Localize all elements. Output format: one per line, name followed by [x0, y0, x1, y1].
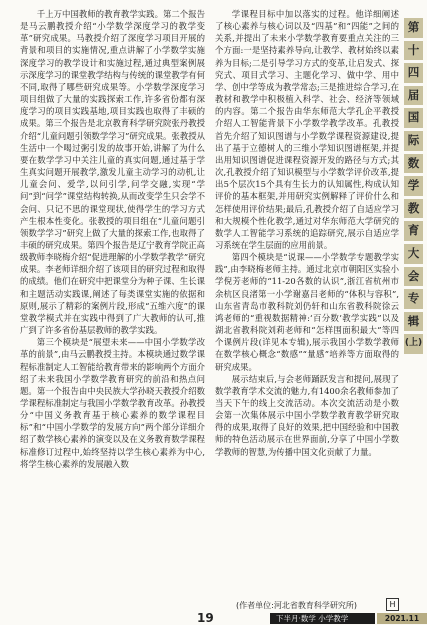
side-banner-char: 学 — [404, 176, 423, 196]
side-banner-char: (上) — [404, 334, 423, 354]
side-banner-char: 专 — [404, 289, 423, 309]
paragraph: 第四个模块是“说课——小学数学专题教学实践”,由李晓梅老师主持。通过北京市朝阳区实验小学倪芳老师的“11-20各数的认识”,浙江省杭州市余杭区良渚第一小学谢嘉吕老师的“体积与容积”,山东省青岛市教科院刘仍轩和山东省教科院徐云鸿老师的“重视数据精神:‘百分数’教学实践”以及湖北省教科院刘莉老师和“怎样围面积最大”等四个课例片段(详见本专辑),展示我国小学数学教师在数学核心概念“数感”“量感”培养等方面取得的研究成果。 — [215, 252, 399, 372]
side-banner-char: 国 — [404, 108, 423, 128]
side-banner-char: 第 — [404, 18, 423, 38]
page-footer — [0, 612, 427, 625]
side-banner-char: 数 — [404, 154, 423, 174]
paragraph: 展示结束后,与会老师踊跃发言和提问,展现了数学教育学术交流的魅力,有1400余名教师参加了当天下午的线上交流活动。本次交流活动是小数会第一次集体展示中国小学数学教育教学研究取得的成果,取得了良好的效果,把中国经验和中国教师的特色活动展示在世界面前,分享了中国小学数学教师的智慧,为传播中国文化贡献了力量。 — [215, 373, 399, 457]
side-banner — [404, 18, 423, 354]
page-number: 19 — [197, 611, 214, 625]
side-banner-char: 教 — [404, 199, 423, 219]
side-banner-char: 际 — [404, 131, 423, 151]
issue-date: 2021.11 — [377, 613, 427, 624]
right-text-column — [215, 8, 399, 458]
side-banner-char: 四 — [404, 63, 423, 83]
author-affiliation: (作者单位:河北省教育科学研究所) — [236, 601, 357, 610]
journal-name: 下半月·数学 小学教学 — [270, 613, 375, 624]
side-banner-char: 大 — [404, 244, 423, 264]
left-text-column — [20, 8, 205, 470]
side-banner-char: 届 — [404, 86, 423, 106]
side-banner-char: 会 — [404, 267, 423, 287]
paragraph: 学课程目标中加以落实的过程。他详细阐述了核心素养与核心词以及“四基”和“四能”之间的关系,并提出了未来小学数学教育要重点关注的三个方面:一是坚持素养导向,让教学、教材始终以素养为目标;二是引导学习方式的变革,让启发式、探究式、项目式学习、主题化学习、做中学、用中学、创中学等成为教学常态;三是推进综合学习,在教材和教学中积极植入科学、社会、经济等领域的内容。第二个报告由华东师范大学孔企平教授介绍人工智能背景下小学数学教学改革。孔教授首先介绍了知识图谱与小学数学课程资源建设,提出了基于立德树人的三维小学知识图谱框架,并提出用知识图谱促进课程资源开发的路径与方式;其次,孔教授介绍了知识模型与小学数学评价改革,提出5个层次15个具有生长力的认知属性,构成认知评价的基本框架,并用研究实例解释了评价什么和怎样使用评价结果;最后,孔教授介绍了自适应学习和大规模个性化教学,通过对华东师范大学研究的数学人工智能学习系统的追踪研究,展示自适应学习系统在学生层面的应用前景。 — [215, 9, 399, 250]
end-mark: H — [386, 598, 399, 611]
paragraph: 千上万中国教师的教育教学实践。第二个报告是马云鹏教授介绍“小学数学深度学习的教学变革”研究成果。马教授介绍了深度学习项目开展的背景和项目的实施情况,重点讲解了小学数学实施深度学习的教学设计和实施过程,通过典型案例展示深度学习的课堂教学结构与传统的课堂教学有何不同,取得了哪些研究成果等。小学数学深度学习项目组做了大量的实践探索工作,许多省份都有深度学习的项目实践基地,项目实践也取得了丰硕的成果。第三个报告是北京教育科学研究院张丹教授介绍“儿童问题引领数学学习”研究成果。张教授从生活中一个喝过粥引发的故事开始,讲解了为什么要在数学学习中关注儿童的真实问题,通过基于学生真实问题开展教学,激发儿童主动学习的动机,让儿童会问、爱学,以问引学,问学交融,实现“学问”到“问学”课堂结构转换,从而改变学生只会学不会问、只记不思的课堂现状,使得学生的学习方式产生根本性变化。张教授的项目组在“儿童问题引领数学学习”研究上做了大量的探索工作,也取得了丰硕的研究成果。第四个报告是辽宁教育学院正高级教师李晓梅介绍“促进理解的小学数学教学”研究成果。李老师详细介绍了该项目的研究过程和取得的成绩。他们在研究中把课堂分为种子课、生长课和主题活动实践课,阐述了每类课堂实施的依据和原则,展示了精彩的案例片段,形成“五维六度”的课堂教学模式并在实践中得到了广大教师的认可,推广到了许多省份基层教师的教学实践。 — [20, 9, 205, 336]
side-banner-char: 育 — [404, 221, 423, 241]
side-banner-char: 十 — [404, 41, 423, 61]
paragraph: 第三个模块是“展望未来——中国小学数学改革的前景”,由马云鹏教授主持。本模块通过数学课程标准制定人工智能给教育带来的影响两个方面介绍了未来我国小学数学教育研究的前沿和热点问题。第一个报告由中央民族大学孙晓天教授介绍数学课程标准制定与我国小学数学教育改革。孙教授分“中国义务教育基于核心素养的数学课程目标”和“中国小学数学的发展方向”两个部分详细介绍了数学核心素养的演变以及在义务教育数学课程标准修订过程中,始终坚持以学生核心素养为中心,将学生核心素养的发展融入数 — [20, 337, 205, 469]
side-banner-char: 辑 — [404, 312, 423, 332]
